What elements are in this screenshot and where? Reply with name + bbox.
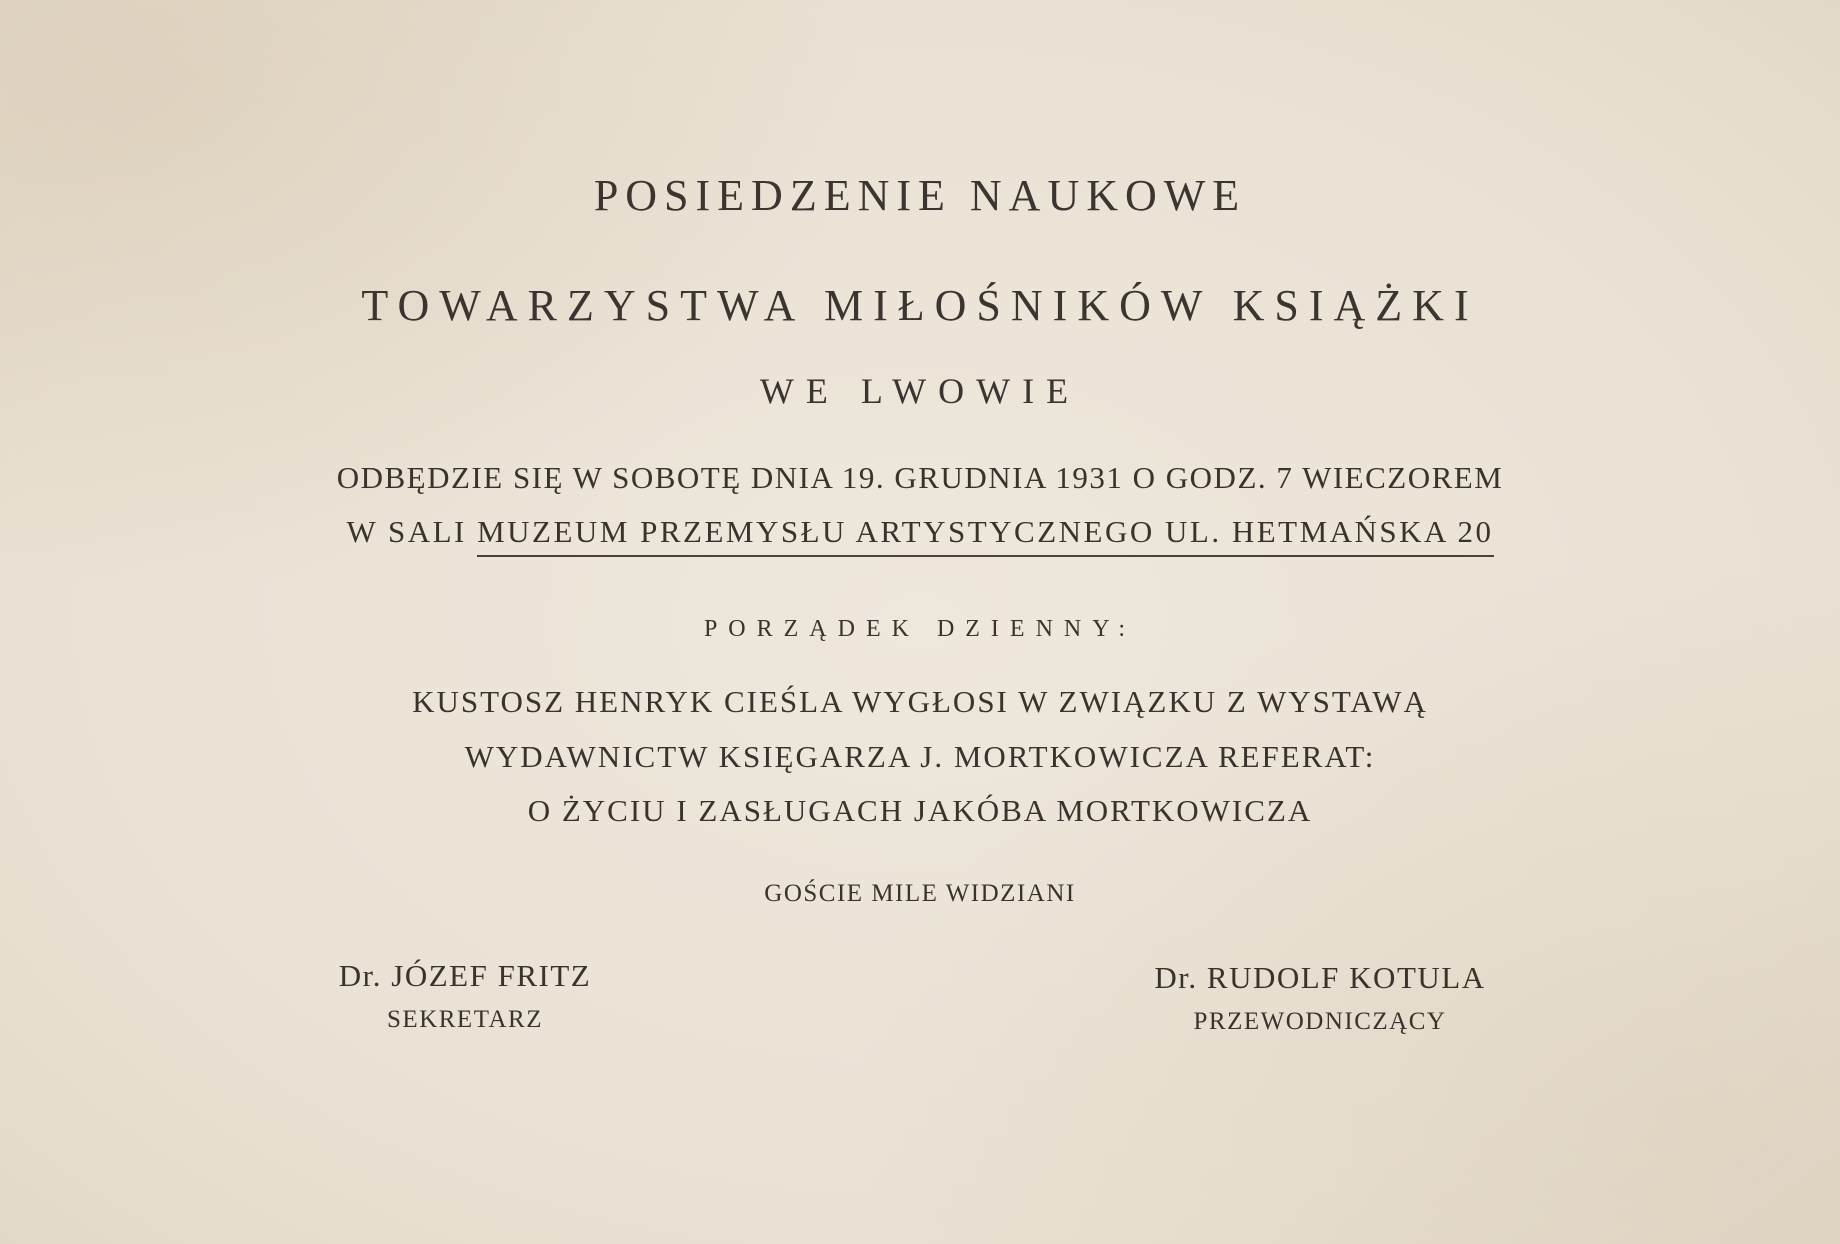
venue-line: [0, 514, 1840, 550]
venue-prefix: W SALI: [346, 514, 478, 549]
chairman-name: Dr. RUDOLF KOTULA: [1154, 960, 1486, 995]
signatory-secretary: [260, 958, 670, 1034]
venue-address: MUZEUM PRZEMYSŁU ARTYSTYCZNEGO UL. HETMAŃSKA 20: [477, 514, 1493, 557]
heading-line-1: POSIEDZENIE NAUKOWE: [593, 171, 1247, 220]
signatory-chairman: [1090, 960, 1550, 1036]
talk-line-2: WYDAWNICTW KSIĘGARZA J. MORTKOWICZA REFERAT:: [464, 739, 1376, 774]
agenda-heading: PORZĄDEK DZIENNY:: [703, 616, 1137, 642]
date-line: ODBĘDZIE SIĘ W SOBOTĘ DNIA 19. GRUDNIA 1931 O GODZ. 7 WIECZOREM: [336, 460, 1504, 495]
secretary-role: SEKRETARZ: [387, 1006, 543, 1033]
heading-line-3: WE LWOWIE: [759, 371, 1081, 411]
heading-line-2: TOWARZYSTWA MIŁOŚNIKÓW KSIĄŻKI: [361, 281, 1479, 330]
secretary-name: Dr. JÓZEF FRITZ: [338, 958, 592, 993]
talk-line-3: O ŻYCIU I ZASŁUGACH JAKÓBA MORTKOWICZA: [527, 793, 1313, 828]
chairman-role: PRZEWODNICZĄCY: [1193, 1008, 1447, 1035]
talk-line-1: KUSTOSZ HENRYK CIEŚLA WYGŁOSI W ZWIĄZKU Z WYSTAWĄ: [412, 684, 1428, 719]
guests-note: GOŚCIE MILE WIDZIANI: [764, 880, 1076, 907]
